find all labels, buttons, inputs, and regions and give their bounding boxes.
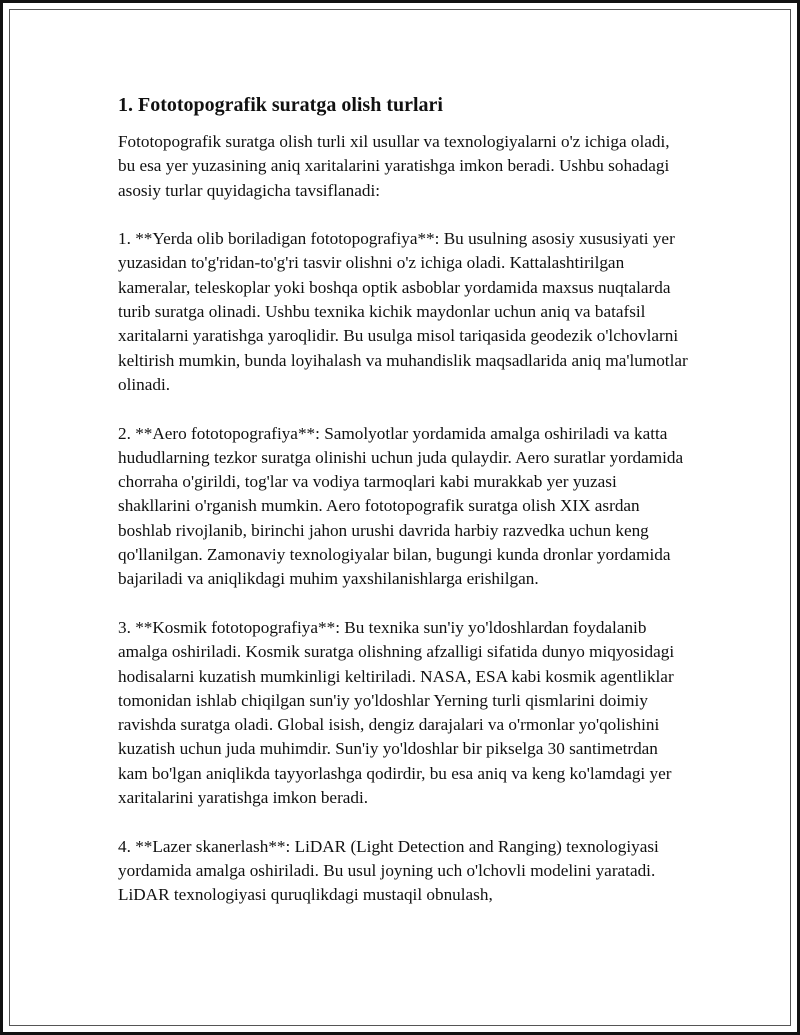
paragraph-laser-scanning: 4. **Lazer skanerlash**: LiDAR (Light Detection and Ranging) texnologiyasi yordamida amalga oshiriladi. Bu usul joyning uch o'lchovli modelini yaratadi. LiDAR texnologiyasi quruqlikdagi mustaqil obnulash,: [118, 836, 659, 905]
paragraph-aero-phototopography: 2. **Aero fototopografiya**: Samolyotlar yordamida amalga oshiriladi va katta hududlarning tezkor suratga olinishi uchun juda qulaydir. Aero suratlar yordamida chorraha o'girildi, tog'lar va vodiya tarmoqlari kabi murakkab yer yuzasi shakllarini o'rganish mumkin. Aero fototopografik suratga olish XIX asrdan boshlab rivojlanib, birinchi jahon urushi davrida harbiy razvedka uchun keng qo'llanilgan. Zamonaviy texnologiyalar bilan, bugungi kunda dronlar yordamida bajariladi va aniqlikdagi muhim yaxshilanishlarga erishilgan.: [118, 423, 684, 589]
intro-paragraph: Fototopografik suratga olish turli xil usullar va texnologiyalarni o'z ichiga oladi, bu esa yer yuzasining aniq xaritalarini yaratishga imkon beradi. Ushbu sohadagi asosiy turlar quyidagicha tavsiflanadi:: [118, 132, 670, 200]
paragraph-ground-phototopography: 1. **Yerda olib boriladigan fototopografiya**: Bu usulning asosiy xususiyati yer yuzasidan to'g'ridan-to'g'ri tasvir olishni o'z ichiga oladi. Kattalashtirilgan kameralar, teleskoplar yoki boshqa optik asboblar yordamida maxsus nuqtalarda turib suratga olinadi. Ushbu texnika kichik maydonlar uchun aniq va batafsil xaritalarni yaratishga yaroqlidir. Bu usulga misol tariqasida geodezik o'lchovlarni keltirish mumkin, bunda loyihalash va muhandislik maqsadlarida aniq ma'lumotlar olinadi.: [118, 229, 688, 394]
section-heading: 1. Fototopografik suratga olish turlari: [118, 94, 443, 116]
paragraph-space-phototopography: 3. **Kosmik fototopografiya**: Bu texnika sun'iy yo'ldoshlardan foydalanib amalga oshiriladi. Kosmik suratga olishning afzalligi sifatida dunyo miqyosidagi hodisalarni kuzatish mumkinligi keltiriladi. NASA, ESA kabi kosmik agentliklar tomonidan ishlab chiqilgan sun'iy yo'ldoshlar Yerning turli qismlarini doimiy ravishda suratga oladi. Global isish, dengiz darajalari va o'rmonlar yo'qolishini kuzatish uchun juda muhimdir. Sun'iy yo'ldoshlar bir pikselga 30 santimetrdan kam bo'lgan aniqlikda tayyorlashga qodirdir, bu esa aniq va keng ko'lamdagi yer xaritalarini yaratishga imkon beradi.: [118, 617, 675, 808]
document-body: [118, 92, 688, 932]
